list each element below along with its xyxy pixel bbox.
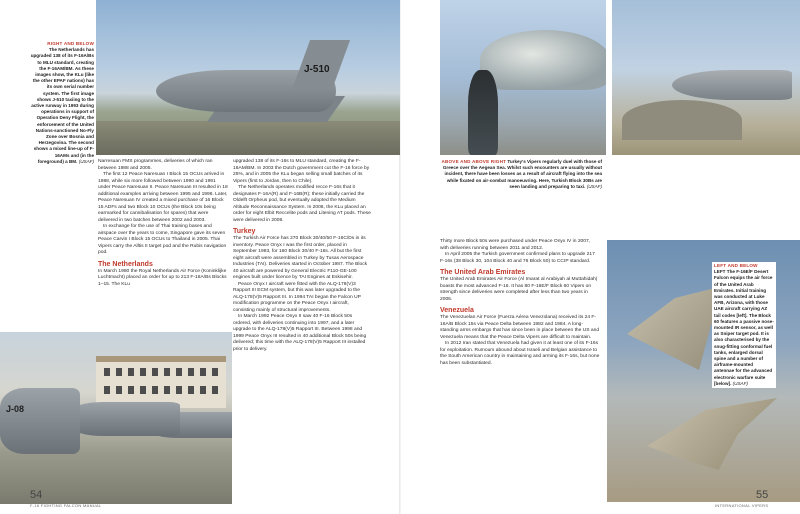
page-number-right: 55: [756, 489, 769, 501]
tail-code: J-08: [6, 404, 25, 414]
section-heading-venezuela: Venezuela: [440, 307, 474, 314]
caption-right: [712, 262, 776, 388]
paragraph: Thirty more Block 50s were purchased under Peace Onyx IV in 2007, with deliveries running between 2011 and 2012.: [440, 239, 591, 251]
window-row: [104, 368, 220, 376]
jet-cockpit: [480, 30, 606, 90]
page-footer-left: F-16 FIGHTING FALCON MANUAL: [30, 503, 102, 508]
jet-desert-2: [647, 390, 777, 470]
caption-heading: ABOVE AND ABOVE RIGHT: [441, 159, 507, 164]
section-heading-turkey: Turkey: [233, 228, 256, 235]
jet-lineup-1: [0, 388, 80, 454]
caption-heading: LEFT AND BELOW: [714, 263, 758, 268]
text-column-1: [98, 159, 228, 288]
photo-j510-taxiing: [96, 0, 400, 155]
paragraph: The Netherlands operates modified recce F-16s that it designates F-16A(R) and F-16B(R); these initially carried the Oldelft Orpheus pod, but eventually adopted the Medium Altitude Reconnaissance System. In 2006, the KLu placed an order for eight Elbit Reccelite pods and Litening AT pods. These were delivered in 2008.: [233, 185, 371, 223]
tail-code: J-510: [304, 64, 330, 75]
paragraph: The first 12 Peace Naresuan I Block 15 OCUs arrived in 1988, while six more followed between 1990 and 1991 under Peace Naresuan II. Peace Naresuan III resulted in 18 additional examples arriving between 1995 and 1996. Later, Peace Naresuan IV created a mixed purchase of 16 Block 15 ADFs and two Block 10 OCUs (the Block 10s being earmarked for cannibalisation for spares) that were delivered in two batches between 2002 and 2003.: [98, 172, 228, 223]
text-column-2: [233, 159, 371, 353]
caption-body: The Netherlands has upgraded 138 of its F-16A/Bs to MLU standard, creating the F-16AM/BM. As these images show, the KLu (like the other EPAF nations) has its own serial number system. The first image shows J-510 taxiing to the active runway in 1993 during operations in support of Operation Deny Flight, the enforcement of the United Nations-sanctioned No-Fly Zone over Bosnia and Herzegovina. The second shows a mixed line-up of F-16AMs and (in the foreground) a BM.: [30, 47, 94, 164]
hangar: [622, 100, 742, 140]
paragraph: upgraded 138 of its F-16s to MLU standard, creating the F-16AM/BM. In 2003 the Dutch government cut the F-16 force by 25%, and in 2005 the KLu began selling small batches of its Vipers (first to Jordan, then to Chile).: [233, 159, 370, 184]
caption-top-left: [30, 41, 94, 165]
building: [96, 356, 226, 408]
caption-heading: RIGHT AND BELOW: [47, 41, 94, 46]
page-footer-right: INTERNATIONAL VIPERS: [715, 503, 769, 508]
paragraph: In exchange for the use of Thai training bases and airspace over the years to come, Singapore gave its seven Peace Carvin I Block 15 OCUs to Thailand in 2005. Thai Vipers carry the Alltis II target pod and the Rubis navigation pod.: [98, 224, 227, 255]
page-number-left: 54: [30, 489, 43, 501]
photo-jet-landing: [612, 0, 800, 155]
caption-above: [440, 159, 602, 190]
caption-body: LEFT The F-16E/F Desert Falcon equips the air force of the United Arab Emirates. Initial training was conducted at Luke AFB, Arizona, with those UAE aircraft carrying AZ tail codes [left]. The Block 60 features a passive nose-mounted IR sensor, as well as Sniper target pod. It is also characterised by the snug-fitting conformal fuel tanks, enlarged dorsal spine and a number of airframe-mounted antennae for the advanced electronic warfare suite [below].: [714, 269, 774, 386]
runway: [96, 121, 400, 155]
paragraph: In March 1992 Peace Onyx II saw 40 F-16 Block 50s ordered, with deliveries continuing into 1997, and a later upgrade to the ALQ-178(V)5 Rapport III. Between 1998 and 1999 Peace Onyx III resulted in 40 additional Block 50s being delivered; this time with the ALQ-178(V)5 Rapport III installed prior to delivery.: [233, 314, 367, 352]
text-column-3: [440, 239, 600, 367]
paragraph: In April 2005 the Turkish government confirmed plans to upgrade 217 F-16s (38 Block 30, 104 Block 40 and 76 Block 50) to CCIP standard.: [440, 252, 595, 264]
jet-landing: [672, 70, 792, 100]
photo-lineup-f16am: [0, 332, 232, 504]
section-heading-netherlands: The Netherlands: [98, 260, 153, 268]
caption-credit: (USAF): [586, 183, 602, 189]
section-heading-uae: The United Arab Emirates: [440, 269, 526, 276]
paragraph: The Venezuelan Air Force (Fuerza Aérea Venezolana) received its 24 F-16A/B Block 15s via Peace Delta between 1982 and 1984. A long-standing arms embargo that has since been in place between the US and Venezuela means that the Peace Delta Vipers are difficult to maintain.: [440, 315, 600, 340]
paragraph: Peace Onyx I aircraft were fitted with the ALQ-178(V)3 Rapport III ECM system, but this was later upgraded to the ALQ-178(V)5 Rapport III. In 1994 TAI began the Falcon UP modification programme on the Peace Onyx I aircraft, consisting mainly of structural improvements.: [233, 281, 361, 313]
pilot-figure: [468, 70, 498, 155]
photo-pilot-cockpit: [440, 0, 606, 155]
paragraph: The Turkish Air Force has 270 Block 30/40/50 F-16C/Ds in its inventory. Peace Onyx I was the first order, placed in September 1983, for 160 Block 30/40 F-16s. All but the first eight aircraft were assembled in Turkey by Tusas Aerospace Industries (TAI). Deliveries started in October 1987. The Block 40 aircraft are powered by General Electric F110-GE-100 engines built under licence by TAI Engines at Eskisehir.: [233, 236, 368, 280]
paragraph: The United Arab Emirates Air Force (Al Imarat al Arabiyah al Muttahidah) boasts the most advanced F-16. It has 80 F-16E/F Block 60 Vipers on strength since deliveries were completed after less than two years in 2006.: [440, 277, 598, 302]
paragraph: In 2012 Iran stated that Venezuela had given it at least one of its F-16s for exploitation. Rumours abound about Israeli and Belgian assistance to the South American country in maintaining and arming its F-16s, but none has been substantiated.: [440, 341, 600, 366]
window-row: [104, 386, 220, 394]
jet-lineup-2: [70, 402, 180, 436]
caption-credit: (USAF): [732, 380, 748, 386]
paragraph: In March 1980 the Royal Netherlands Air Force (Koninklijke Luchtmacht) placed an order for up to 213 F-16A/Bs Blocks 1–15. The KLu: [98, 268, 227, 287]
paragraph: Narresuan FMS programmes, deliveries of which ran between 1988 and 2005.: [98, 159, 213, 171]
caption-body: Turkey's Vipers regularly duel with those of Greece over the Aegean Sea. Whilst such encounters are usually without incident, there have been losses as a result of aircraft flying into the sea while fixated on air-combat manoeuvring. Here, Turkish Block 30Bs are seen landing and preparing to taxi.: [442, 159, 602, 189]
caption-credit: (USAF): [78, 158, 94, 164]
